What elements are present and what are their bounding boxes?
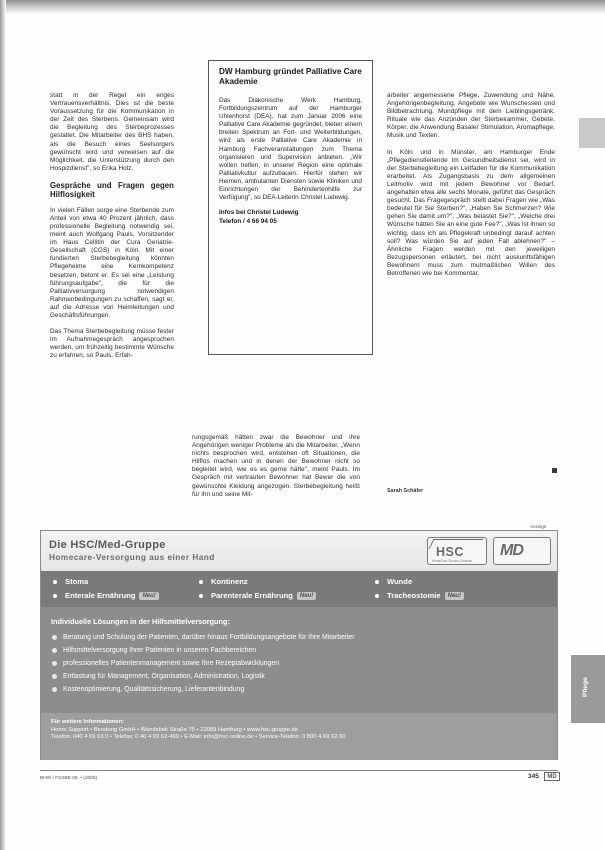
hsc-logo-tagline: HomeCare Service Centrum xyxy=(432,559,473,563)
hsc-logo-text: HSC xyxy=(436,545,464,559)
sidebar-info-label: Infos bei Christel Ludewig xyxy=(219,209,299,217)
section-tab-label: Pflege xyxy=(582,677,589,697)
solution-item: Entlastung für Management, Organisation, Administration, Logistik xyxy=(51,670,547,683)
solution-item: professionelles Patientenmanagement sowie Ihre Rezeptabwicklungen xyxy=(51,657,547,670)
ad-title: Die HSC/Med-Gruppe xyxy=(49,539,166,551)
scan-edge-top xyxy=(0,0,605,14)
paragraph: statt in der Regel ein enges Vertrauensverhältnis. Dies ist die beste Voraussetzung für die Kommunikation in der Zeit des Sterbens. Gemeinsam wird die Begleitung des Sterbeprozesses gestaltet. Die Mitarbeiter des BHS haben, als die Besuch eines Seelsorgers gewünscht wird und verweisen auf die Möglichkeit, die Unterstützung durch den Hospizdienst", so Erika Holz. xyxy=(50,92,174,172)
product-label: Tracheostomie xyxy=(387,591,441,600)
product-item xyxy=(53,577,88,586)
contact-phone: Telefon: 040 4 69 63 0 • Telefax: 0 40 4 69 62-499 • E-Mail: info@hsc-online.de • Service-Telefon: 0 800 4 69 62 00 xyxy=(51,734,346,741)
author-credit: Sarah Schäfer xyxy=(387,488,424,494)
ad-label: Anzeige xyxy=(530,524,547,529)
contact-address: Home Support • Beratung GmbH • Wandsbek Straße 75 • 22089 Hamburg • www.hsc-gruppe.de xyxy=(51,726,298,733)
article-column-1 xyxy=(50,92,174,368)
product-item xyxy=(375,577,412,586)
sidebar-box xyxy=(208,60,373,355)
product-label: Enterale Ernährung xyxy=(65,591,136,600)
bullet-icon xyxy=(199,580,203,584)
sidebar-info-phone: Telefon / 4 66 94 05 xyxy=(219,217,277,225)
ad-contact xyxy=(41,713,557,760)
ad-solutions xyxy=(41,607,557,713)
ad-header xyxy=(41,531,557,571)
product-item xyxy=(53,591,159,600)
paragraph: In Köln und in Münster, am Hamburger Ende „Pflegedienstleitende Im Gesundheitsdienst sei, wird in der Sterbebegleitung ein Leitfaden für die Kommunikation erarbeitet. Als Zugangsbasis zu dem allgemeinen Leitmotiv wird mit jedem Bewohner vor Bedarf, angehalten etwa alle sechs Monate, geführt das Gespräch gesucht. Das Fragegespräch stellt dabei Fragen wie „Was bedeutet für Sie Sterben?", „Haben Sie Schmerzen? Wie gehen Sie damit um?", „Was belastet Sie?", „Welche drei Wünsche hätten Sie an eine gute Fee?", „Was ist ihnen so wichtig, dass ich als Pflegekraft unbedingt darauf achten soll? Was würden Sie auf jeden Fall ablehnen?" – Ähnliche Fragen werden mit den jeweiligen Bezugspersonen erläutert, bei nicht auskunftsfähigen Bewohnern muss zum mutmaßlichen Willen des Betroffenen wie bei Kommentar. xyxy=(387,148,555,277)
article-column-2 xyxy=(192,434,360,507)
product-label: Wunde xyxy=(387,577,413,586)
contact-title: Für weitere Informationen: xyxy=(51,719,125,725)
new-badge: Neu! xyxy=(139,592,158,600)
new-badge: Neu! xyxy=(445,592,464,600)
solution-item: Kostenoptimierung, Qualitätssicherung, Lieferantenbindung xyxy=(51,683,547,696)
section-tab xyxy=(571,655,605,723)
section-heading: Gespräche und Fragen gegen Hilflosigkeit xyxy=(50,180,174,200)
end-mark-icon xyxy=(552,468,557,473)
article-column-3 xyxy=(387,92,555,286)
footer-rule xyxy=(40,770,558,771)
sidebar-body: Das Diakonische Werk Hamburg, Fortbildungszentrum auf der Hamburger Uhlenhorst (DEA), hat zum Januar 2006 eine Palliative Care Akademie gegründet, bieten einem breiten Spektrum an Fort- und Weiterbildungen, wird als erste Palliative Care Akademie in Hamburg Fachveranstaltungen zum Thema organisieren und Supervision anbieten. „Wir wollen helfen, in unserer Region eine optimale Palliativkultur aufzubauen. Hierfür stehen wir Heimen, ambulanten Diensten sowie Kliniken und Einrichtungen der Behindertenhilfe zur Verfügung", so DEA-Leiterin Christel Ludewig. xyxy=(219,97,362,202)
paragraph: In vielen Fällen sorge eine Sterbende zum Anteil von etwa 40 Prozent jährlich, dass professionelle Begleitung notwendig sei, meint auch Wolfgang Pauls, Vorsitzender im Haus Cellitin der Cura Geriatrie-Gesellschaft (CGS) in Köln. Mit einer fundierten Sterbebegleitung könnten Pflegeheime eine Kernkompetenz besetzen, betont er. Es sei eine „Leistung führungsaufgabe", die für die Palliativversorgung notwendigen Rahmenbedingungen zu schaffen, sagt er, auf die Adresse von Heimleitungen und Geschäftsführungen. xyxy=(50,206,174,319)
paragraph: Das Thema Sterbebegleitung müsse fester im Aufnahmegespräch angesprochen werden, um frühzeitig bestimmte Wünsche zu erfahren, so Pauls. Erfah- xyxy=(50,328,174,360)
hsc-logo xyxy=(427,537,487,565)
md-logo-text: MD xyxy=(500,542,523,559)
bullet-icon xyxy=(199,594,203,598)
bullet-icon xyxy=(53,580,57,584)
ad-subtitle: Homecare-Versorgung aus einer Hand xyxy=(49,553,215,562)
product-item xyxy=(199,577,248,586)
bullet-icon xyxy=(53,594,57,598)
solution-item: Hilfsmittelversorgung Ihrer Patienten in unseren Fachbereichen xyxy=(51,644,547,657)
new-badge: Neu! xyxy=(297,592,316,600)
bullet-icon xyxy=(375,594,379,598)
product-label: Kontinenz xyxy=(211,577,248,586)
ad-products-band xyxy=(41,571,557,607)
bullet-icon xyxy=(375,580,379,584)
page-number: 345 xyxy=(528,773,539,780)
advertisement xyxy=(40,530,558,760)
solutions-title: Individuelle Lösungen in der Hilfsmittelversorgung: xyxy=(51,617,230,626)
paragraph: arbeiter angemessene Pflege, Zuwendung und Nähe, Angehörigenbegleitung, Angebote wie Wunschessen und Bildbetrachtung. Mundpflege mit dem Lieblingsgetränk, Rituale wie das Anzünden der Sterbekammer, Gebete, Körper, die Anwendung Basaler Stimulation, Aromapflege, Musik und Texten. xyxy=(387,92,555,140)
footer-issue: BHW / FSSBE 06. • (2008) xyxy=(40,776,98,781)
footer-logo: MD xyxy=(544,772,560,781)
scan-edge-left xyxy=(0,0,6,850)
product-item xyxy=(375,591,464,600)
product-label: Parenterale Ernährung xyxy=(211,591,293,600)
product-label: Stoma xyxy=(65,577,89,586)
sidebar-title: DW Hamburg gründet Palliative Care Akademie xyxy=(219,67,362,86)
product-item xyxy=(199,591,316,600)
side-tab-marker xyxy=(579,118,605,148)
md-logo xyxy=(493,537,551,565)
paragraph: rungsgemäß hätten zwar die Bewohner und ihre Angehörigen weniger Probleme als die Mitarbeiter. „Wenn nichts besprochen wird, entstehen oft Situationen, die Hilflos machen und in denen der Bewohner nicht so begleitet wird, wie es es gerne hätte", meint Pauls. Im Gespräch mit vertrauten Bewohner hat Bewer die von gewünschte Kleidung angezogen. Sterbebegleitung heißt für ihn und seine Mit- xyxy=(192,434,360,498)
solution-item: Beratung und Schulung der Patienten, darüber hinaus Fortbildungsangebote für Ihre Mitarbeiter xyxy=(51,631,547,644)
